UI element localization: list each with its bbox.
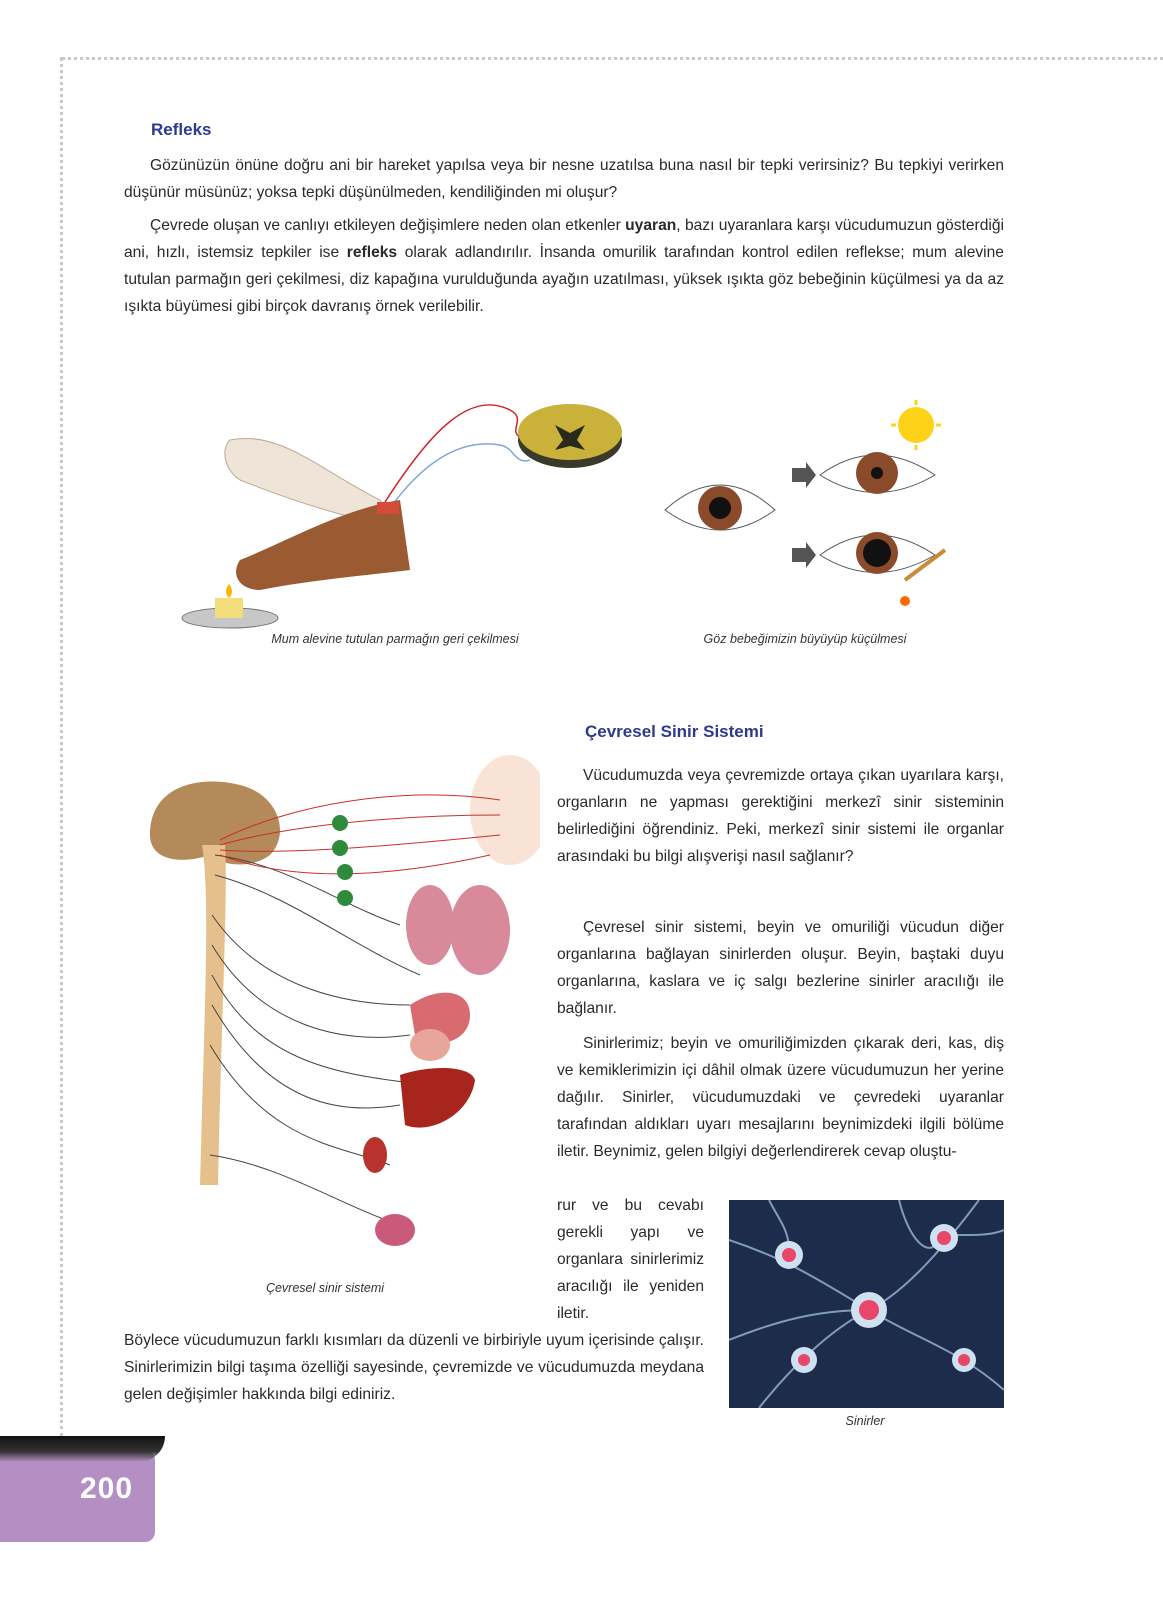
cevresel-paragraph-3-end: Böylece vücudumuzun farklı kısımları da düzenli ve birbiriyle uyum içerisinde çalışır. Sinirlerimizin bilgi taşıma özelliği sayesinde, çevremizde ve vücudumuzda meydana gelen değişimler hakkında bilgi ediniriz. [124,1332,704,1403]
eye-caption: Göz bebeğimizin büyüyüp küçülmesi [703,632,907,646]
term-uyaran: uyaran [625,217,677,234]
cevresel-paragraph-3-wrap: rur ve bu cevabı gerekli yapı ve organlara sinirlerimiz aracılığı ile yeniden iletir. [557,1197,704,1322]
candle-reflex-illustration [170,390,640,640]
cevresel-heading: Çevresel Sinir Sistemi [585,722,764,741]
neurons-caption: Sinirler [845,1414,885,1428]
peripheral-nervous-system-illustration [140,745,540,1265]
refleks-paragraph-2: Çevrede oluşan ve canlıyı etkileyen değişimlere neden olan etkenler uyaran, bazı uyaranlara karşı vücudumuzun gösterdiği ani, hızlı, istemsiz tepkiler ise refleks olarak adlandırılır. İnsanda omurilik tarafından kontrol edilen reflekse; mum alevine tutulan parmağın geri çekilmesi, diz kapağına vurulduğunda ayağın uzatılması, yüksek ışıkta göz bebeğinin küçülmesi ya da az ışıkta büyümesi gibi birçok davranış örnek verilebilir. [124,217,1004,315]
page-border-left [60,57,63,1437]
cevresel-paragraph-1: Vücudumuzda veya çevremizde ortaya çıkan uyarılara karşı, organların ne yapması gerektiğini merkezî sinir sisteminin belirlediğini öğrendiniz. Peki, merkezî sinir sistemi ile organlar arasındaki bu bilgi alışverişi nasıl sağlanır? [557,767,1004,865]
page-border-top [62,57,1163,60]
candle-caption: Mum alevine tutulan parmağın geri çekilmesi [271,632,519,646]
refleks-heading: Refleks [151,120,212,139]
term-refleks: refleks [346,244,398,261]
page-tab-shadow [0,1436,165,1462]
nervous-system-caption: Çevresel sinir sistemi [265,1281,385,1295]
cevresel-paragraph-2: Çevresel sinir sistemi, beyin ve omuriliği vücudun diğer organlarına bağlayan sinirlerden oluşur. Beyin, baştaki duyu organlarına, kaslara ve iç salgı bezlerine sinirler aracılığı ile bağlanır. [557,919,1004,1017]
page-number: 200 [80,1472,134,1505]
cevresel-paragraph-3: Sinirlerimiz; beyin ve omuriliğimizden çıkarak deri, kas, diş ve kemiklerimizin içi dâhil olmak üzere vücudumuzun her yerine dağılır. Sinirler, vücudumuzdaki ve çevredeki uyaranlar tarafından aldıkları uyarı mesajlarını beynimizdeki ilgili bölüme iletir. Beynimiz, gelen bilgiyi değerlendirerek cevap oluştu- [557,1035,1004,1160]
refleks-paragraph-1: Gözünüzün önüne doğru ani bir hareket yapılsa veya bir nesne uzatılsa buna nasıl bir tepki verirsiniz? Bu tepkiyi verirken düşünür müsünüz; yoksa tepki düşünülmeden, kendiliğinden mi oluşur? [124,157,1004,201]
eye-pupil-illustration [660,400,960,620]
neurons-photo [729,1200,1004,1408]
